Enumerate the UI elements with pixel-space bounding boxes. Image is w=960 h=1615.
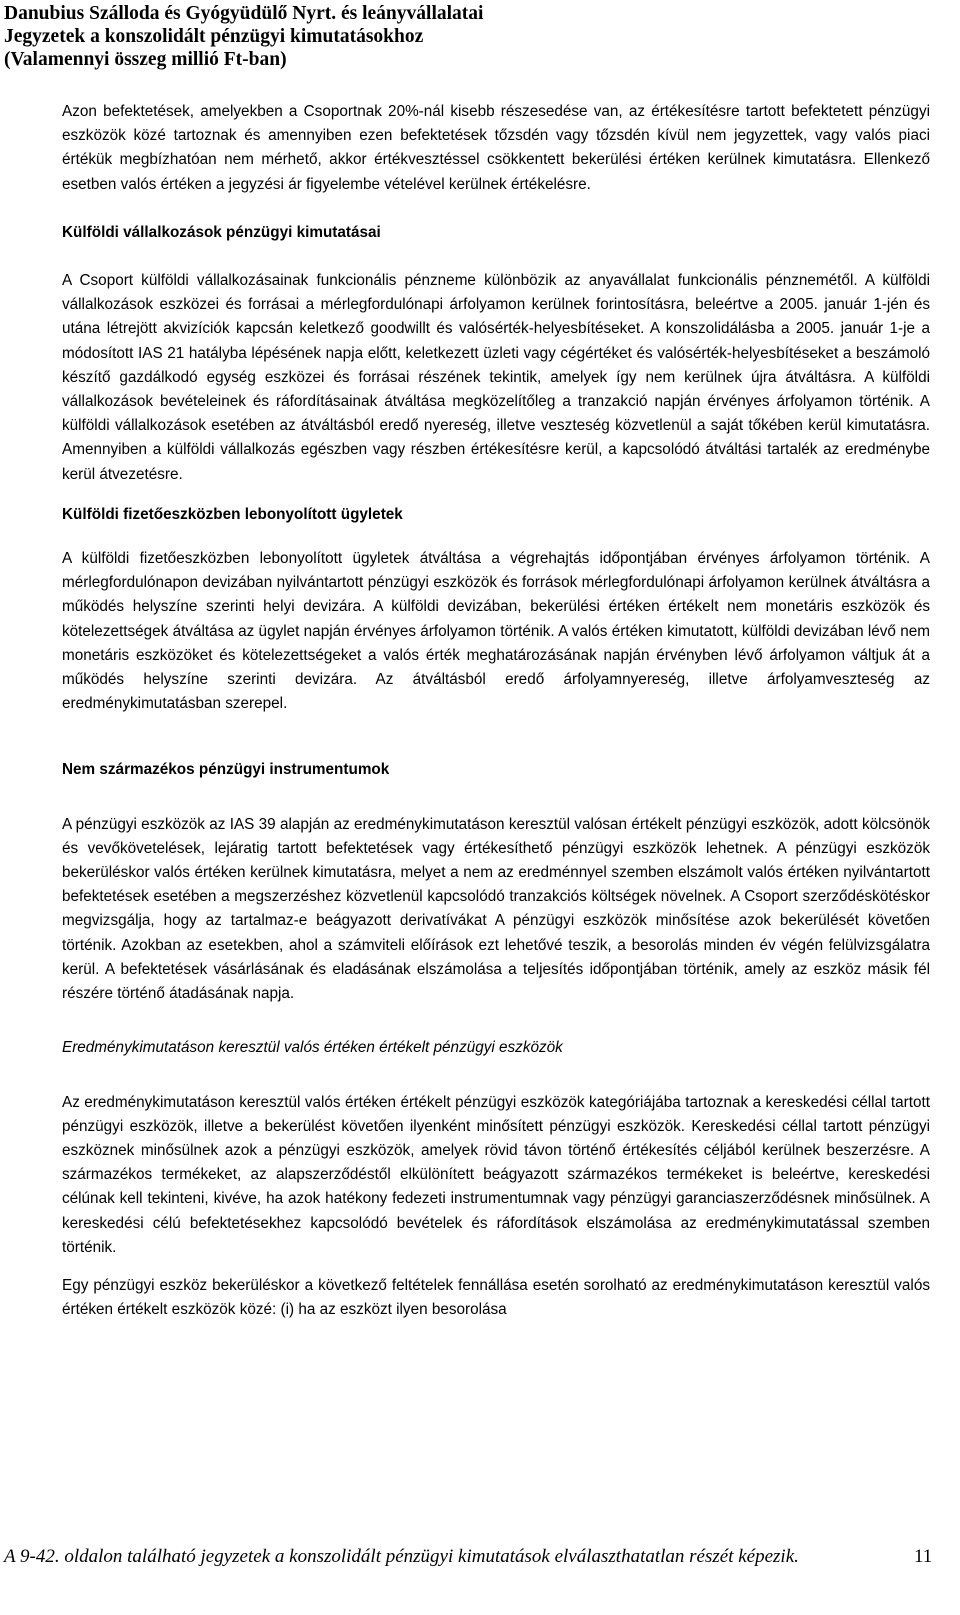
foreign-entities-paragraph: A Csoport külföldi vállalkozásainak funkcionális pénzneme különbözik az anyavállalat funkcionális pénznemétől. A külföldi vállalkozások eszközei és forrásai a mérlegfordulónapi árfolyamon kerülnek forintosításra, beleértve a 2005. január 1-jén és utána létrejött akvizíciók kapcsán keletkező goodwillt és valósérték-helyesbítéseket. A konszolidálásba a 2005. január 1-je a módosított IAS 21 hatályba lépésének napja előtt, keletkezett üzleti vagy cégértéket és valósérték-helyesbítéseket a beszámoló készítő gazdálkodó egység eszközei és forrásai részének tekintik, amelyek így nem kerülnek újra átváltásra. A külföldi vállalkozások bevételeinek és ráfordításainak átváltása megközelítőleg a tranzakció napján érvényes árfolyamon történik. A külföldi vállalkozások esetében az átváltásból eredő nyereség, illetve veszteség közvetlenül a saját tőkében kerül kimutatásra. Amennyiben a külföldi vállalkozás egészben vagy részben értékesítésre kerül, a kapcsolódó átváltási tartalék az eredménybe kerül átvezetésre.: [62, 272, 930, 483]
document-header: [4, 2, 944, 71]
foreign-entities-heading: Külföldi vállalkozások pénzügyi kimutatásai: [62, 223, 381, 241]
page-number: 11: [914, 1546, 933, 1567]
fvtpl-paragraph-2: Egy pénzügyi eszköz bekerüléskor a következő feltételek fennállása esetén sorolható az eredménykimutatáson keresztül valós értéken értékelt eszközök közé: (i) ha az eszközt ilyen besorolása: [62, 1276, 930, 1319]
non-derivative-paragraph: A pénzügyi eszközök az IAS 39 alapján az eredménykimutatáson keresztül valósan értékelt pénzügyi eszközök, adott kölcsönök és vevőkövetelések, lejáratig tartott befektetések vagy értékesíthető pénzügyi eszközök lehetnek. A pénzügyi eszközök bekerüléskor valós értéken kerülnek kimutatásra, melyet a nem az eredménnyel szemben elszámolt valós értéken nyilvántartott befektetések esetében a megszerzéshez közvetlenül kapcsolódó tranzakciós költségek növelnek. A Csoport szerződéskötéskor megvizsgálja, hogy az tartalmaz-e beágyazott derivatívákat A pénzügyi eszközök minősítése azok bekerülését követően történik. Azokban az esetekben, ahol a számviteli előírások ezt lehetővé teszik, a besorolás minden év végén felülvizsgálatra kerül. A befektetések vásárlásának és eladásának elszámolása a teljesítés időpontjában történik, amely az eszköz másik fél részére történő átadásának napja.: [62, 815, 930, 1003]
intro-paragraph: Azon befektetések, amelyekben a Csoportnak 20%-nál kisebb részesedése van, az értékesítésre tartott befektetett pénzügyi eszközök közé tartoznak és amennyiben ezen befektetések tőzsdén vagy tőzsdén kívül nem jegyzettek, vagy valós piaci értékük megbízhatóan nem mérhető, akkor értékvesztéssel csökkentett bekerülési értéken kerülnek kimutatásra. Ellenkező esetben valós értéken a jegyzési ár figyelembe vételével kerülnek értékelésre.: [62, 103, 930, 193]
foreign-currency-paragraph: A külföldi fizetőeszközben lebonyolított ügyletek átváltása a végrehajtás időpontjában érvényes árfolyamon történik. A mérlegfordulónapon devizában nyilvántartott pénzügyi eszközök és források mérlegfordulónapi árfolyamon kerülnek átváltásra a működés helyszíne szerinti helyi devizára. A külföldi devizában, bekerülési értéken értékelt nem monetáris eszközök és kötelezettségek átváltása az ügylet napján érvényes árfolyamon történik. A valós értéken kimutatott, külföldi devizában lévő nem monetáris eszközöket és kötelezettségeket a valós érték meghatározásának napján érvényben lévő árfolyamon váltjuk át a működés helyszíne szerinti devizára. Az átváltásból eredő árfolyamnyereség, illetve árfolyamveszteség az eredménykimutatásban szerepel.: [62, 550, 930, 713]
fvtpl-heading: Eredménykimutatáson keresztül valós értéken értékelt pénzügyi eszközök: [62, 1039, 563, 1057]
document-body: [62, 100, 930, 1322]
currency-note: (Valamennyi összeg millió Ft-ban): [4, 49, 287, 70]
fvtpl-paragraph-1: Az eredménykimutatáson keresztül valós értéken értékelt pénzügyi eszközök kategóriájába tartoznak a kereskedési céllal tartott pénzügyi eszközök, illetve a bekerülést követően ilyenként minősített pénzügyi eszközök. Kereskedési céllal tartott pénzügyi eszköznek minősülnek azok a pénzügyi eszközök, amelyek rövid távon történő értékesítés céljából kerülnek beszerzésre. A származékos termékeket, az alapszerződéstől elkülönített beágyazott származékos termékeket is beleértve, kereskedési célúnak kell tekinteni, kivéve, ha azok hatékony fedezeti instrumentumnak vagy pénzügyi garanciaszerződésnek minősülnek. A kereskedési célú befektetésekhez kapcsolódó bevételek és ráfordítások elszámolása az eredménykimutatással szemben történik.: [62, 1093, 930, 1256]
footer-note: A 9-42. oldalon található jegyzetek a konszolidált pénzügyi kimutatások elválaszthatatlan részét képezik.: [4, 1546, 799, 1567]
company-name: Danubius Szálloda és Gyógyüdülő Nyrt. és leányvállalatai: [4, 3, 484, 24]
foreign-currency-heading: Külföldi fizetőeszközben lebonyolított ügyletek: [62, 505, 403, 523]
document-title: Jegyzetek a konszolidált pénzügyi kimutatásokhoz: [4, 26, 424, 47]
non-derivative-heading: Nem származékos pénzügyi instrumentumok: [62, 761, 390, 779]
